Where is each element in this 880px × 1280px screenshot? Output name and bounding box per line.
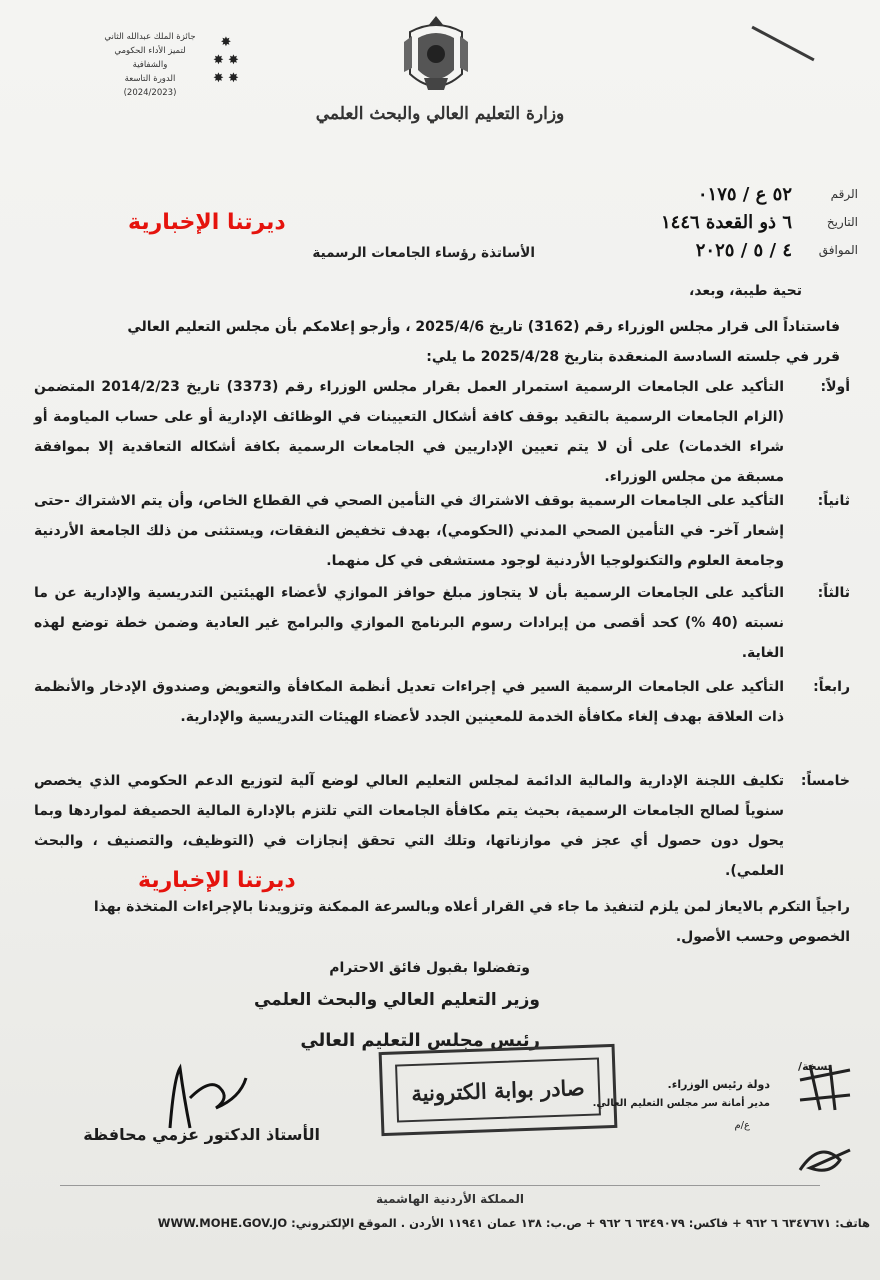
coat-of-arms-icon	[400, 12, 472, 102]
addressee: الأساتذة رؤساء الجامعات الرسمية	[312, 245, 535, 261]
handwritten-mark	[790, 1060, 860, 1180]
decision-number: أولاً:	[820, 379, 850, 395]
award-badge	[96, 30, 244, 98]
intro-line: فاستناداً الى قرار مجلس الوزراء رقم (3162) تاريخ 2025/4/6 ، وأرجو إعلامكم بأن مجلس التعليم العالي	[127, 319, 840, 335]
decision-text: تكليف اللجنة الإدارية والمالية الدائمة لمجلس التعليم العالي لوضع آلية لتوزيع الدعم الحكومي الذي يخصص سنوياً لصالح الجامعات الرسمية، بحيث يتم مكافأة الجامعات التي تلتزم بالإدارة المالية الحصيفة لمواردها وبما يحول دون حصول أي عجز في موازناتها، وتلك التي تحقق إنجازات في (التوظيف، والتصنيف ، والبحث العلمي).	[34, 773, 784, 879]
intro-line: قرر في جلسته السادسة المنعقدة بتاريخ 2025/4/28 ما يلي:	[426, 349, 840, 365]
decision-number: ثالثاً:	[817, 585, 850, 601]
decision-text: التأكيد على الجامعات الرسمية بوقف الاشتراك في التأمين الصحي في القطاع الخاص، وأن يتم الاشتراك -حتى إشعار آخر- في التأمين الصحي المدني (الحكومي)، بهدف تخفيض النفقات، ويستثنى من ذلك الجامعة الأردنية وجامعة العلوم والتكنولوجيا الأردنية لوجود مستشفى في كل منهما.	[34, 493, 784, 569]
stamp-text: صادر بوابة الكترونية	[395, 1057, 601, 1122]
reference-corresponding-value: ٤ / ٥ / ٢٠٢٥	[695, 239, 792, 261]
reference-block	[661, 180, 858, 264]
closing-respect: وتفضلوا بقبول فائق الاحترام	[329, 960, 530, 976]
closing-paragraph: راجياً التكرم بالايعاز لمن يلزم لتنفيذ ما جاء في القرار أعلاه وبالسرعة الممكنة وتزويدنا بالإجراءات المتخذة بهذا الخصوص وحسب الأصول.	[93, 899, 850, 945]
decision-item	[34, 672, 850, 732]
decision-item	[34, 578, 850, 668]
decision-text: التأكيد على الجامعات الرسمية بأن لا يتجاوز مبلغ حوافز الموازي لأعضاء الهيئتين التدريسية والإدارية عن ما نسبته (40 %) كحد أقصى من إيرادات رسوم البرنامج الموازي والبرامج غير العادية وضمن خطة توضع لهذه الغاية.	[34, 585, 784, 661]
signatory-title: وزير التعليم العالي والبحث العلمي	[253, 990, 540, 1010]
award-stars-icon: ✸ ✸ ✸ ✸ ✸	[213, 35, 239, 86]
award-line: الدورة التاسعة	[124, 74, 176, 84]
award-line: (2024/2023)	[123, 88, 177, 98]
reference-corresponding-label: الموافق	[818, 243, 858, 257]
copy-recipient: مدير أمانة سر مجلس التعليم العالي.	[592, 1098, 770, 1109]
watermark: ديرتنا الإخبارية	[138, 868, 296, 893]
electronic-portal-stamp	[379, 1044, 618, 1136]
footer-contact: هاتف: ٦٣٤٧٦٧١ ٦ ٩٦٢ + فاكس: ٦٣٤٩٠٧٩ ٦ ٩٦٢ + ص.ب: ١٣٨ عمان ١١٩٤١ الأردن . الموقع الإلكتروني: WWW.MOHE.GOV.JO	[157, 1216, 870, 1230]
signatory-name: الأستاذ الدكتور عزمي محافظة	[83, 1125, 320, 1144]
decision-number: خامساً:	[800, 773, 850, 789]
award-line: لتميز الأداء الحكومي والشفافية	[114, 46, 186, 70]
signatory-council-title: رئيس مجلس التعليم العالي	[300, 1030, 540, 1051]
award-line: جائزة الملك عبدالله الثاني	[104, 32, 196, 42]
decision-text: التأكيد على الجامعات الرسمية استمرار العمل بقرار مجلس الوزراء رقم (3373) تاريخ 2014/2/23 المتضمن (الزام الجامعات الرسمية بالتقيد بوقف كافة أشكال التعيينات في الوظائف الإدارية أو على حساب المياومة أو شراء الخدمات) على أن لا يتم تعيين الإداريين في الجامعات الرسمية بكافة أشكاله التعاقدية إلا بموافقة مسبقة من مجلس الوزراء.	[34, 379, 785, 485]
decision-text: التأكيد على الجامعات الرسمية السير في إجراءات تعديل أنظمة المكافأة والتعويض وصندوق الإدخار والأنظمة ذات العلاقة بهدف إلغاء مكافأة الخدمة للمعينين الجدد لأعضاء الهيئات التدريسية والإدارية.	[34, 679, 784, 725]
decision-number: ثانياً:	[817, 493, 850, 509]
reference-date-label: التاريخ	[826, 215, 858, 229]
reference-number-value: ٥٢ ع / ٠١٧٥	[697, 183, 792, 205]
footer-divider	[60, 1185, 820, 1186]
reference-date-value: ٦ ذو القعدة ١٤٤٦	[660, 211, 792, 233]
copy-to-heading: نسخة/	[798, 1060, 832, 1073]
reference-number-label: الرقم	[830, 187, 858, 201]
kingdom-name: المملكة الأردنية الهاشمية	[375, 1192, 525, 1206]
decision-number: رابعاً:	[813, 679, 850, 695]
greeting: تحية طيبة، وبعد،	[689, 283, 802, 299]
ministry-name: وزارة التعليم العالي والبحث العلمي	[315, 104, 565, 124]
pen-stroke	[751, 26, 814, 62]
decision-item	[34, 486, 850, 576]
decision-item	[34, 372, 850, 492]
typist-initials: ع/م	[734, 1120, 750, 1131]
copy-recipient: دولة رئيس الوزراء.	[667, 1078, 770, 1091]
watermark: ديرتنا الإخبارية	[128, 210, 286, 235]
